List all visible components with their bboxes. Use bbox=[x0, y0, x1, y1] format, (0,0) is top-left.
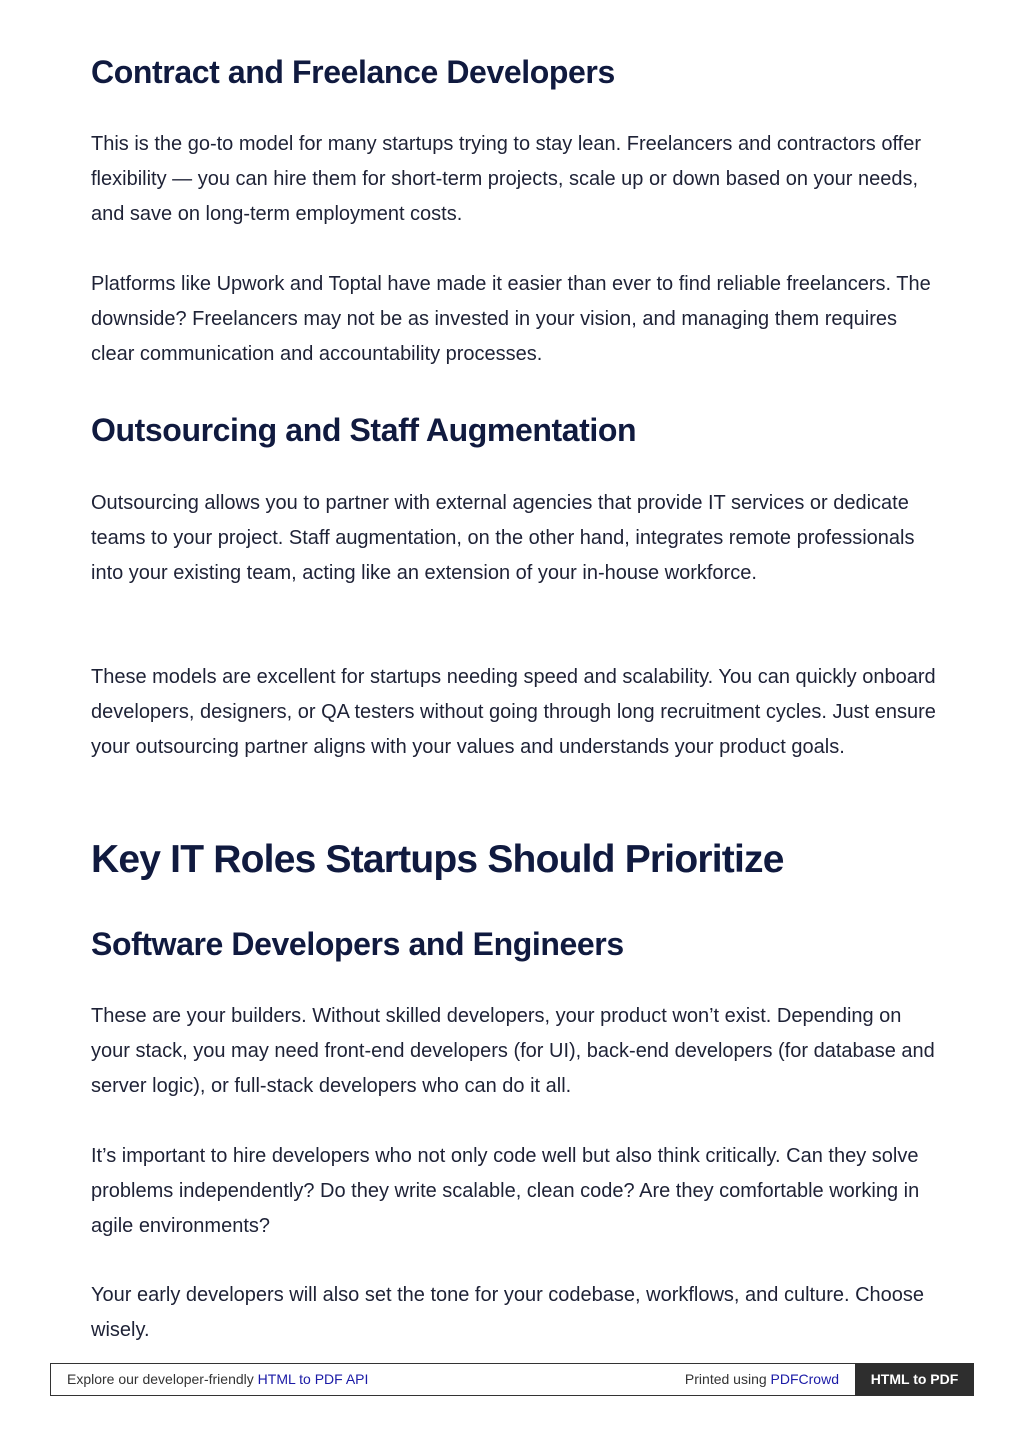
paragraph-contract-1: This is the go-to model for many startups trying to stay lean. Freelancers and contractors offer flexibility — you can hire them for short-term projects, scale up or down based on your needs, and save on long-term employment costs. bbox=[91, 133, 922, 225]
paragraph-outsourcing-1: Outsourcing allows you to partner with external agencies that provide IT services or dedicate teams to your project. Staff augmentation, on the other hand, integrates remote professionals into your existing team, acting like an extension of your in-house workforce. bbox=[91, 492, 915, 584]
paragraph-contract-2: Platforms like Upwork and Toptal have made it easier than ever to find reliable freelancers. The downside? Freelancers may not be as invested in your vision, and managing them requires clear communication and accountability processes. bbox=[91, 273, 931, 365]
footer-explore-text: Explore our developer-friendly bbox=[67, 1371, 258, 1387]
heading-contract-freelance: Contract and Freelance Developers bbox=[91, 54, 615, 90]
pdfcrowd-link[interactable]: PDFCrowd bbox=[770, 1371, 839, 1387]
heading-software-developers: Software Developers and Engineers bbox=[91, 926, 624, 962]
paragraph-software-3: Your early developers will also set the tone for your codebase, workflows, and culture. Choose wisely. bbox=[91, 1284, 925, 1341]
heading-outsourcing: Outsourcing and Staff Augmentation bbox=[91, 412, 637, 448]
html-to-pdf-badge[interactable]: HTML to PDF bbox=[855, 1363, 974, 1396]
footer-explore bbox=[67, 1364, 368, 1395]
footer-printed bbox=[685, 1364, 839, 1395]
paragraph-software-1: These are your builders. Without skilled developers, your product won’t exist. Depending on your stack, you may need front-end developers (for UI), back-end developers (for database and server logic), or full-stack developers who can do it all. bbox=[91, 1005, 935, 1097]
footer-printed-text: Printed using bbox=[684, 1371, 771, 1387]
paragraph-outsourcing-2: These models are excellent for startups needing speed and scalability. You can quickly onboard developers, designers, or QA testers without going through long recruitment cycles. Just ensure your outsourcing partner aligns with your values and understands your product goals. bbox=[91, 666, 936, 758]
paragraph-software-2: It’s important to hire developers who not only code well but also think critically. Can they solve problems independently? Do they write scalable, clean code? Are they comfortable working in agile environments? bbox=[91, 1145, 920, 1237]
heading-key-it-roles: Key IT Roles Startups Should Prioritize bbox=[91, 838, 784, 881]
html-to-pdf-api-link[interactable]: HTML to PDF API bbox=[257, 1371, 369, 1387]
pdf-footer-bar bbox=[50, 1363, 974, 1396]
